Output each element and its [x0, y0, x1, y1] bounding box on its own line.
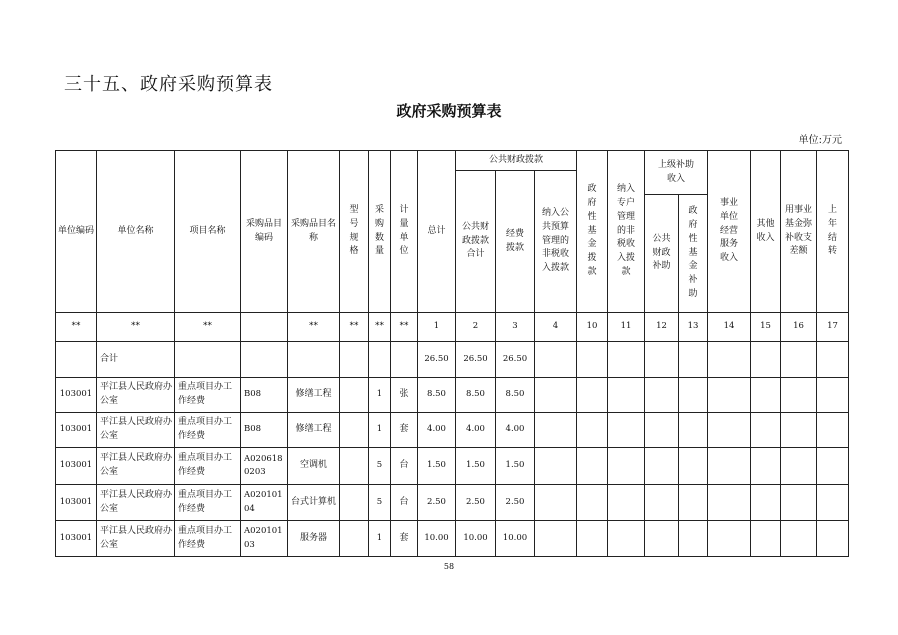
cell-unit-code: 103001: [56, 521, 97, 557]
index-cell: **: [56, 313, 97, 342]
header-other-income: 其他收入: [751, 151, 781, 313]
cell-item-code: B08: [241, 378, 288, 413]
cell-quantity: 1: [369, 413, 391, 448]
table-row: [56, 521, 849, 557]
header-measure-unit: 计量单位: [391, 151, 418, 313]
cell-measure-unit: 台: [391, 485, 418, 521]
cell-measure-unit: 套: [391, 413, 418, 448]
header-fund-allocation: 经费拨款: [496, 171, 535, 313]
total-fund: 26.50: [496, 342, 535, 378]
header-non-tax-revenue: 纳入公共预算管理的非税收入拨款: [535, 171, 577, 313]
index-cell: 10: [577, 313, 608, 342]
index-cell: **: [175, 313, 241, 342]
index-cell: **: [391, 313, 418, 342]
index-cell: 15: [751, 313, 781, 342]
total-public-finance: 26.50: [456, 342, 496, 378]
index-cell: 17: [817, 313, 849, 342]
cell-project-name: 重点项目办工作经费: [175, 521, 241, 557]
cell-total: 8.50: [418, 378, 456, 413]
header-public-finance-subsidy: 公共财政补助: [645, 195, 679, 313]
table-row: [56, 378, 849, 413]
header-public-finance-group: 公共财政拨款: [456, 151, 577, 171]
cell-item-name: 修缮工程: [288, 378, 340, 413]
cell-item-code: A0206180203: [241, 448, 288, 485]
cell-unit-code: 103001: [56, 413, 97, 448]
cell-fund-allocation: 10.00: [496, 521, 535, 557]
index-cell: **: [369, 313, 391, 342]
cell-quantity: 1: [369, 378, 391, 413]
index-cell: 12: [645, 313, 679, 342]
cell-item-code: A02010103: [241, 521, 288, 557]
header-gov-fund: 政府性基金拨款: [577, 151, 608, 313]
header-unit-name: 单位名称: [97, 151, 175, 313]
cell-unit-code: 103001: [56, 485, 97, 521]
cell-item-code: A02010104: [241, 485, 288, 521]
index-row: [56, 313, 849, 342]
header-prior-year-carryover: 上年结转: [817, 151, 849, 313]
header-project-name: 项目名称: [175, 151, 241, 313]
cell-item-name: 服务器: [288, 521, 340, 557]
cell-total: 4.00: [418, 413, 456, 448]
table-row: [56, 413, 849, 448]
index-cell: **: [340, 313, 369, 342]
header-item-code: 采购品目编码: [241, 151, 288, 313]
cell-unit-name: 平江县人民政府办公室: [97, 413, 175, 448]
unit-note: 单位:万元: [798, 135, 842, 146]
index-cell: 11: [608, 313, 645, 342]
cell-model: [340, 521, 369, 557]
header-gov-fund-subsidy: 政府性基金补助: [679, 195, 708, 313]
cell-unit-name: 平江县人民政府办公室: [97, 378, 175, 413]
index-cell: [241, 313, 288, 342]
cell-project-name: 重点项目办工作经费: [175, 413, 241, 448]
cell-model: [340, 485, 369, 521]
cell-model: [340, 413, 369, 448]
cell-quantity: 5: [369, 485, 391, 521]
cell-unit-name: 平江县人民政府办公室: [97, 448, 175, 485]
cell-fund-allocation: 2.50: [496, 485, 535, 521]
cell-measure-unit: 台: [391, 448, 418, 485]
cell-quantity: 1: [369, 521, 391, 557]
cell-item-code: B08: [241, 413, 288, 448]
cell-item-name: 修缮工程: [288, 413, 340, 448]
index-cell: **: [97, 313, 175, 342]
cell-item-name: 台式计算机: [288, 485, 340, 521]
index-cell: 1: [418, 313, 456, 342]
section-heading: 三十五、政府采购预算表: [64, 74, 273, 95]
cell-public-finance-total: 4.00: [456, 413, 496, 448]
cell-quantity: 5: [369, 448, 391, 485]
index-cell: 14: [708, 313, 751, 342]
cell-total: 1.50: [418, 448, 456, 485]
cell-project-name: 重点项目办工作经费: [175, 485, 241, 521]
cell-unit-code: 103001: [56, 448, 97, 485]
page-number: 58: [443, 562, 455, 571]
index-cell: 4: [535, 313, 577, 342]
cell-measure-unit: 套: [391, 521, 418, 557]
total-label: 合计: [97, 342, 175, 378]
cell-fund-allocation: 4.00: [496, 413, 535, 448]
header-special-non-tax: 纳入专户管理的非税收入拨款: [608, 151, 645, 313]
total-row: [56, 342, 849, 378]
cell-total: 2.50: [418, 485, 456, 521]
document-title: 政府采购预算表: [396, 102, 502, 120]
header-item-name: 采购品目名称: [288, 151, 340, 313]
table-row: [56, 485, 849, 521]
index-cell: **: [288, 313, 340, 342]
total-total: 26.50: [418, 342, 456, 378]
cell-item-name: 空调机: [288, 448, 340, 485]
index-cell: 13: [679, 313, 708, 342]
header-fund-make-up: 用事业基金弥补收支差额: [781, 151, 817, 313]
header-unit-code: 单位编码: [56, 151, 97, 313]
header-model: 型号规格: [340, 151, 369, 313]
procurement-budget-table: [55, 150, 849, 557]
header-business-income: 事业单位经营服务收入: [708, 151, 751, 313]
index-cell: 16: [781, 313, 817, 342]
cell-measure-unit: 张: [391, 378, 418, 413]
header-public-finance-total: 公共财政拨款合计: [456, 171, 496, 313]
cell-model: [340, 378, 369, 413]
index-cell: 3: [496, 313, 535, 342]
cell-unit-name: 平江县人民政府办公室: [97, 485, 175, 521]
cell-public-finance-total: 2.50: [456, 485, 496, 521]
cell-public-finance-total: 10.00: [456, 521, 496, 557]
cell-project-name: 重点项目办工作经费: [175, 448, 241, 485]
table-row: [56, 448, 849, 485]
cell-public-finance-total: 8.50: [456, 378, 496, 413]
cell-fund-allocation: 1.50: [496, 448, 535, 485]
header-quantity: 采购数量: [369, 151, 391, 313]
cell-unit-name: 平江县人民政府办公室: [97, 521, 175, 557]
cell-fund-allocation: 8.50: [496, 378, 535, 413]
cell-unit-code: 103001: [56, 378, 97, 413]
header-superior-subsidy-group: 上级补助收入: [645, 151, 708, 195]
cell-total: 10.00: [418, 521, 456, 557]
cell-public-finance-total: 1.50: [456, 448, 496, 485]
index-cell: 2: [456, 313, 496, 342]
cell-model: [340, 448, 369, 485]
header-total: 总计: [418, 151, 456, 313]
cell-project-name: 重点项目办工作经费: [175, 378, 241, 413]
